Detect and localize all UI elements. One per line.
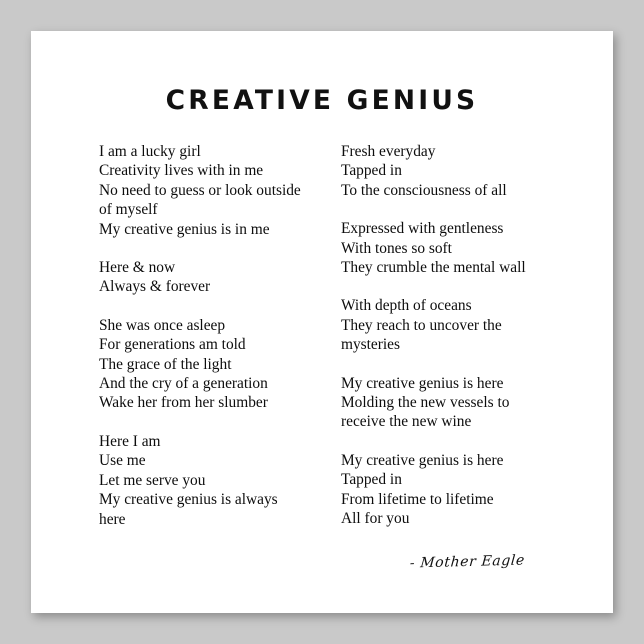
poem-line: My creative genius is always xyxy=(99,491,278,509)
poem-line: My creative genius is in me xyxy=(99,220,270,238)
poem-line: of myself xyxy=(99,201,158,219)
poem-line: Fresh everyday xyxy=(341,143,436,160)
poem-line: Tapped in xyxy=(341,471,402,489)
poem-line: Here I am xyxy=(99,432,161,450)
poem-line: They reach to uncover the xyxy=(341,316,502,334)
poem-line: Expressed with gentleness xyxy=(341,220,504,238)
poem-line: Creativity lives with in me xyxy=(99,162,264,180)
poem-line: To the consciousness of all xyxy=(341,181,507,199)
poem-line: mysteries xyxy=(341,336,400,354)
poem-line: Always & forever xyxy=(99,278,211,296)
stanza xyxy=(99,258,331,297)
poem-column-left xyxy=(99,142,331,529)
poem-line: Wake her from her slumber xyxy=(99,394,268,412)
poem-line: From lifetime to lifetime xyxy=(341,490,494,508)
poem-line: My creative genius is here xyxy=(341,451,504,469)
stanza xyxy=(341,374,573,432)
poem-line: Let me serve you xyxy=(99,471,206,489)
stanza xyxy=(341,219,573,277)
stanza xyxy=(99,316,331,413)
author-signature: - Mother Eagle xyxy=(409,552,526,572)
poem-line: All for you xyxy=(341,510,410,528)
poem-line: With tones so soft xyxy=(341,239,452,257)
poem-line: They crumble the mental wall xyxy=(341,259,526,277)
poem-line: With depth of oceans xyxy=(341,297,472,315)
stanza xyxy=(341,451,573,529)
page-title: CREATIVE GENIUS xyxy=(165,85,479,116)
stanza xyxy=(341,142,573,200)
stanza xyxy=(341,296,573,354)
poem-line: here xyxy=(99,510,126,528)
poem-line: No need to guess or look outside xyxy=(99,181,301,199)
poem-line: receive the new wine xyxy=(341,413,472,431)
poem-line: The grace of the light xyxy=(99,355,232,373)
poem-line: I am a lucky girl xyxy=(99,143,201,160)
signature-area xyxy=(71,553,573,571)
poster-canvas xyxy=(31,31,613,613)
poem-line: Molding the new vessels to xyxy=(341,394,510,412)
stanza xyxy=(99,142,331,239)
poem-line: My creative genius is here xyxy=(341,374,504,392)
poem-line: And the cry of a generation xyxy=(99,375,268,393)
poem-line: She was once asleep xyxy=(99,316,226,334)
poem-line: Use me xyxy=(99,452,146,470)
stanza xyxy=(99,432,331,529)
poster-frame xyxy=(31,31,613,613)
poem-line: Tapped in xyxy=(341,162,402,180)
poem-columns xyxy=(71,142,573,529)
poem-column-right xyxy=(341,142,573,529)
poem-line: Here & now xyxy=(99,259,176,277)
poem-line: For generations am told xyxy=(99,336,246,354)
